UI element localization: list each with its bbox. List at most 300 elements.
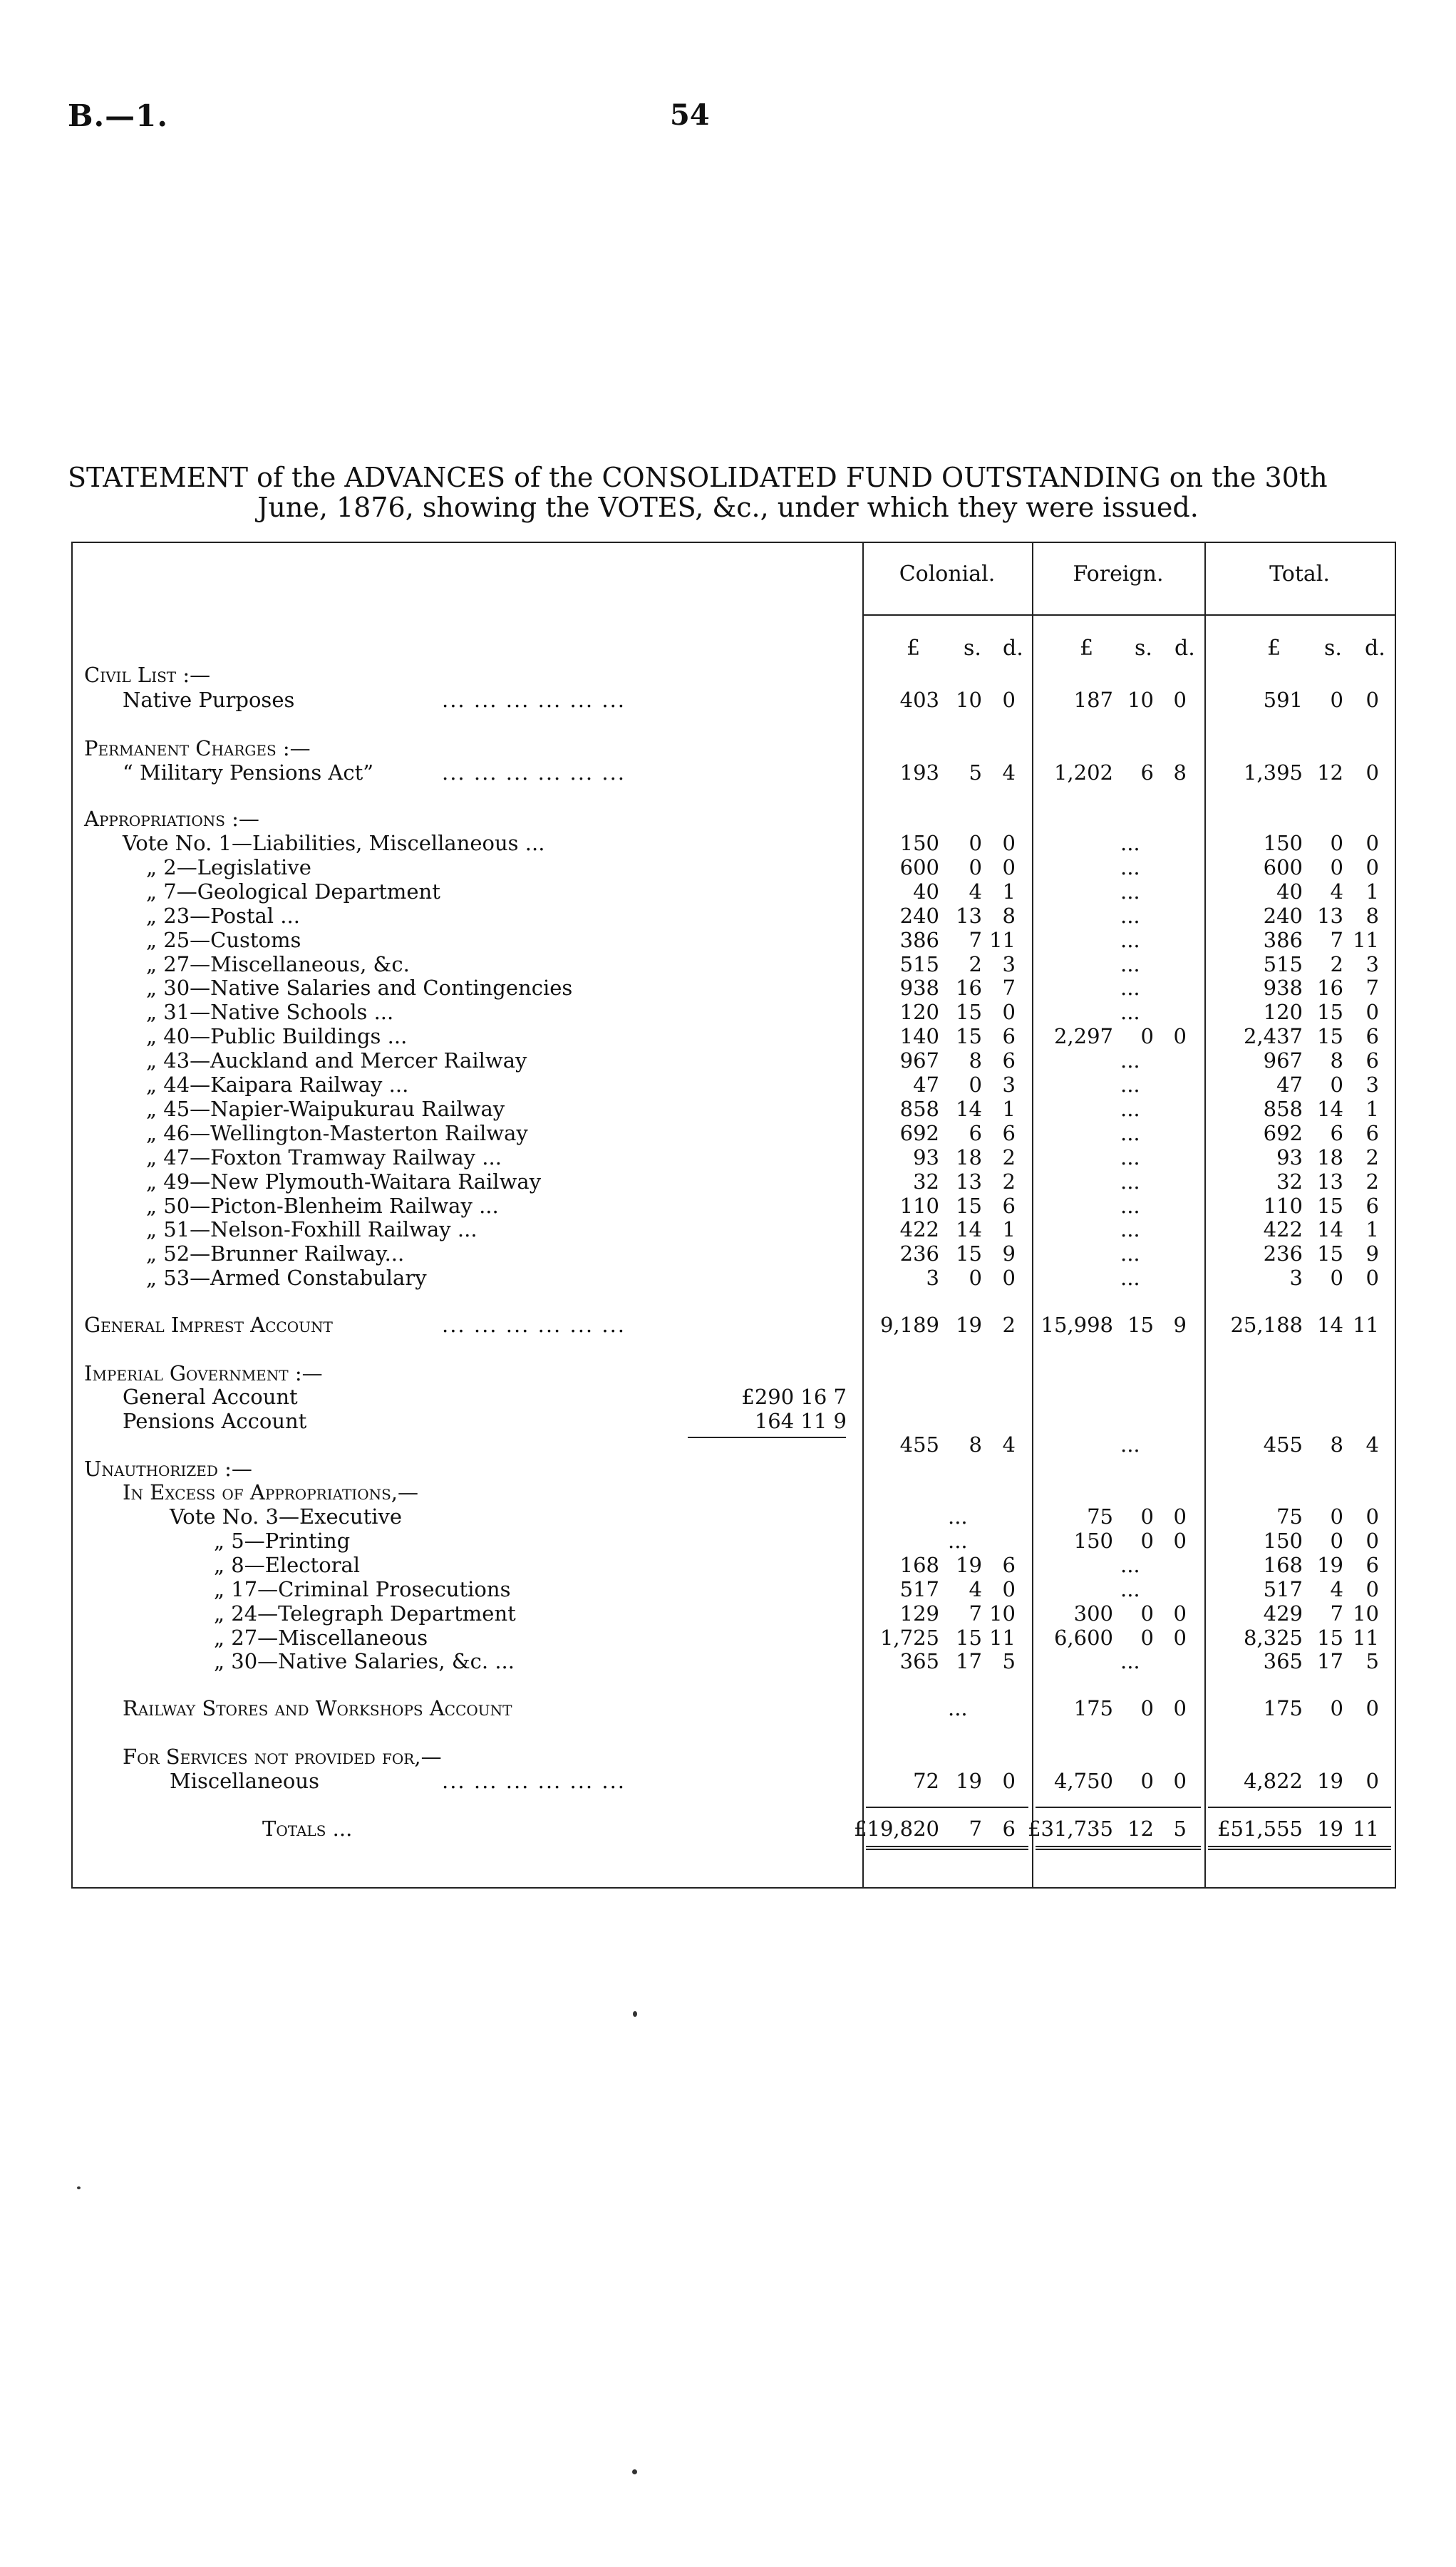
colonial-pence: 4 <box>1002 760 1016 785</box>
colonial-shillings: 14 <box>956 1217 982 1242</box>
colonial-pounds: 240 <box>899 903 939 928</box>
colonial-pence: 2 <box>1002 1313 1016 1337</box>
table-row <box>0 1097 1456 1121</box>
row-label: Pensions Account <box>123 1408 307 1433</box>
total-shillings: 7 <box>1330 927 1343 952</box>
colonial-pence: 0 <box>1002 1000 1016 1025</box>
imperial-amount: £290 16 7 <box>741 1385 847 1409</box>
column-header-foreign: Foreign. <box>1073 562 1164 587</box>
total-pounds: 32 <box>1276 1169 1303 1194</box>
colonial-pounds: 600 <box>899 854 939 879</box>
table-row <box>0 1121 1456 1145</box>
colonial-pence: 9 <box>1002 1241 1016 1266</box>
total-pounds: 4,822 <box>1243 1769 1303 1793</box>
row-label: General Account <box>123 1385 298 1409</box>
foreign-shillings: 0 <box>1140 1528 1154 1553</box>
row-label: „ 23—Postal ... <box>146 903 300 928</box>
foreign-shillings: 0 <box>1140 1024 1154 1049</box>
row-label: Native Purposes <box>123 688 295 712</box>
foreign-empty: ... <box>1120 903 1140 928</box>
colonial-shillings: 19 <box>956 1313 982 1337</box>
colonial-pounds: 858 <box>899 1096 939 1121</box>
section-civil-list <box>0 663 1456 687</box>
colonial-pounds: 72 <box>913 1769 939 1793</box>
colonial-pounds: 1,725 <box>879 1625 939 1650</box>
foreign-pounds: 6,600 <box>1053 1625 1113 1650</box>
colonial-pounds: 9,189 <box>879 1313 939 1337</box>
dot-leader: ... ... ... ... ... ... <box>442 1769 626 1793</box>
colonial-pounds: 365 <box>899 1649 939 1674</box>
total-pence: 6 <box>1365 1024 1379 1049</box>
colonial-pence: 0 <box>1002 1769 1016 1793</box>
row-label: „ 44—Kaipara Railway ... <box>146 1073 409 1097</box>
colonial-shillings: 10 <box>956 688 982 712</box>
total-pounds: 236 <box>1263 1241 1303 1266</box>
colonial-shillings: 15 <box>956 1000 982 1025</box>
table-row <box>0 1601 1456 1626</box>
unit-shilling: s. <box>1135 636 1152 661</box>
table-row <box>0 952 1456 976</box>
unit-pound: £ <box>1267 636 1281 661</box>
colonial-shillings: 2 <box>969 951 982 976</box>
column-header-total: Total. <box>1269 562 1330 587</box>
total-pounds: 8,325 <box>1243 1625 1303 1650</box>
colonial-pence: 10 <box>989 1601 1016 1626</box>
speck-mark <box>633 2011 637 2017</box>
row-label: „ 30—Native Salaries, &c. ... <box>214 1649 515 1674</box>
total-pence: 0 <box>1365 1696 1379 1720</box>
colonial-pence: 3 <box>1002 1073 1016 1097</box>
foreign-empty: ... <box>1120 1000 1140 1025</box>
table-row <box>0 831 1456 855</box>
table-row <box>0 1073 1456 1097</box>
total-shillings: 16 <box>1317 976 1343 1001</box>
total-pence: 2 <box>1365 1169 1379 1194</box>
row-label: „ 50—Picton-Blenheim Railway ... <box>146 1193 499 1218</box>
colonial-pence: 1 <box>1002 1217 1016 1242</box>
foreign-empty: ... <box>1120 1193 1140 1218</box>
colonial-pence: 1 <box>1002 879 1016 904</box>
foreign-shillings: 10 <box>1127 688 1154 712</box>
total-pence: 9 <box>1365 1241 1379 1266</box>
total-pounds: 240 <box>1263 903 1303 928</box>
totals-double-rule-colonial <box>866 1846 1028 1850</box>
total-pence: 1 <box>1365 879 1379 904</box>
row-totals <box>0 1817 1456 1841</box>
colonial-shillings: 4 <box>969 1576 982 1601</box>
colonial-pence: 0 <box>1002 1266 1016 1291</box>
row-label: „ 51—Nelson-Foxhill Railway ... <box>146 1217 477 1242</box>
foreign-pounds: £31,735 <box>1028 1817 1113 1841</box>
imperial-subtotal-rule <box>688 1437 846 1438</box>
document-reference: B.—1. <box>68 98 168 133</box>
colonial-pounds: 692 <box>899 1120 939 1145</box>
total-pence: 0 <box>1365 1576 1379 1601</box>
section-in-excess <box>0 1480 1456 1504</box>
table-row <box>0 928 1456 952</box>
colonial-shillings: 7 <box>969 927 982 952</box>
row-label: „ 52—Brunner Railway... <box>146 1241 405 1266</box>
total-pounds: 967 <box>1263 1048 1303 1073</box>
table-row <box>0 1024 1456 1048</box>
total-pounds: 168 <box>1263 1552 1303 1577</box>
colonial-pounds: 168 <box>899 1552 939 1577</box>
colonial-pence: 6 <box>1002 1817 1016 1841</box>
table-row <box>0 879 1456 904</box>
colonial-shillings: 17 <box>956 1649 982 1674</box>
total-pence: 8 <box>1365 903 1379 928</box>
colonial-shillings: 4 <box>969 879 982 904</box>
foreign-empty: ... <box>1120 1048 1140 1073</box>
colonial-pounds: 110 <box>899 1193 939 1218</box>
total-pence: 10 <box>1353 1601 1379 1626</box>
imperial-item <box>0 1385 1456 1409</box>
total-pence: 4 <box>1365 1432 1379 1457</box>
total-pence: 0 <box>1365 1000 1379 1025</box>
foreign-shillings: 15 <box>1127 1313 1154 1337</box>
colonial-pence: 1 <box>1002 1096 1016 1121</box>
foreign-empty: ... <box>1120 879 1140 904</box>
colonial-pounds: £19,820 <box>854 1817 939 1841</box>
foreign-pence: 0 <box>1173 1024 1187 1049</box>
total-pence: 11 <box>1353 927 1379 952</box>
colonial-pence: 2 <box>1002 1169 1016 1194</box>
colonial-shillings: 7 <box>969 1817 982 1841</box>
total-pounds: 517 <box>1263 1576 1303 1601</box>
total-shillings: 19 <box>1317 1552 1343 1577</box>
total-pence: 0 <box>1365 1266 1379 1291</box>
unit-pence: d. <box>1003 636 1023 661</box>
total-pounds: 150 <box>1263 1528 1303 1553</box>
foreign-empty: ... <box>1120 1145 1140 1169</box>
foreign-pounds: 75 <box>1087 1504 1113 1529</box>
colonial-shillings: 0 <box>969 1073 982 1097</box>
colonial-pounds: 515 <box>899 951 939 976</box>
colonial-pounds: 32 <box>913 1169 939 1194</box>
foreign-pounds: 175 <box>1073 1696 1113 1720</box>
total-pence: 11 <box>1353 1625 1379 1650</box>
table-row <box>0 1577 1456 1601</box>
speck-mark <box>77 2186 81 2189</box>
total-pence: 2 <box>1365 1145 1379 1169</box>
total-pounds: 75 <box>1276 1504 1303 1529</box>
unit-pence: d. <box>1365 636 1385 661</box>
total-shillings: 6 <box>1330 1120 1343 1145</box>
colonial-pounds: 150 <box>899 831 939 855</box>
foreign-empty: ... <box>1120 1096 1140 1121</box>
total-pounds: 40 <box>1276 879 1303 904</box>
colonial-pounds: 517 <box>899 1576 939 1601</box>
table-row <box>0 1266 1456 1290</box>
foreign-pence: 0 <box>1173 1769 1187 1793</box>
foreign-empty: ... <box>1120 854 1140 879</box>
colonial-shillings: 15 <box>956 1241 982 1266</box>
table-row <box>0 1194 1456 1218</box>
table-row <box>0 1145 1456 1169</box>
row-label: „ 5—Printing <box>214 1528 351 1553</box>
row-label: „ 17—Criminal Prosecutions <box>214 1576 511 1601</box>
row-railway-stores <box>0 1696 1456 1720</box>
colonial-pounds: 938 <box>899 976 939 1001</box>
colonial-pence: 2 <box>1002 1145 1016 1169</box>
page-number: 54 <box>670 98 710 132</box>
foreign-empty: ... <box>1120 951 1140 976</box>
foreign-empty: ... <box>1120 1266 1140 1291</box>
table-row <box>0 1529 1456 1553</box>
section-heading: In Excess of Appropriations,— <box>123 1480 419 1504</box>
colonial-pence: 7 <box>1002 976 1016 1001</box>
section-unauthorized <box>0 1457 1456 1481</box>
totals-rule-colonial <box>866 1807 1028 1808</box>
colonial-shillings: 0 <box>969 854 982 879</box>
foreign-pounds: 4,750 <box>1053 1769 1113 1793</box>
colonial-pence: 3 <box>1002 951 1016 976</box>
colonial-shillings: 0 <box>969 1266 982 1291</box>
total-pence: 0 <box>1365 1769 1379 1793</box>
unit-shilling: s. <box>964 636 981 661</box>
colonial-empty: ... <box>948 1696 968 1720</box>
foreign-pence: 8 <box>1173 760 1187 785</box>
statement-title-line-2: June, 1876, showing the VOTES, &c., under which they were issued. <box>257 492 1199 523</box>
foreign-empty: ... <box>1120 1169 1140 1194</box>
foreign-pounds: 2,297 <box>1053 1024 1113 1049</box>
total-pounds: 93 <box>1276 1145 1303 1169</box>
total-shillings: 0 <box>1330 1266 1343 1291</box>
row-label: „ 30—Native Salaries and Contingencies <box>146 976 573 1001</box>
colonial-pounds: 93 <box>913 1145 939 1169</box>
foreign-empty: ... <box>1120 831 1140 855</box>
section-permanent-charges <box>0 736 1456 760</box>
colonial-pounds: 455 <box>899 1432 939 1457</box>
table-row <box>0 1649 1456 1673</box>
foreign-pence: 0 <box>1173 1625 1187 1650</box>
row-label: „ 53—Armed Constabulary <box>146 1266 427 1291</box>
foreign-pence: 0 <box>1173 1528 1187 1553</box>
foreign-empty: ... <box>1120 976 1140 1001</box>
total-pence: 6 <box>1365 1120 1379 1145</box>
statement-title-line-1: STATEMENT of the ADVANCES of the CONSOLIDATED FUND OUTSTANDING on the 30th <box>68 462 1328 493</box>
row-label: „ 49—New Plymouth-Waitara Railway <box>146 1169 542 1194</box>
total-shillings: 14 <box>1317 1096 1343 1121</box>
colonial-empty: ... <box>948 1504 968 1529</box>
row-label: „ 7—Geological Department <box>146 879 440 904</box>
colonial-shillings: 18 <box>956 1145 982 1169</box>
total-pence: 3 <box>1365 1073 1379 1097</box>
total-pence: 6 <box>1365 1552 1379 1577</box>
total-shillings: 15 <box>1317 1024 1343 1049</box>
colonial-pounds: 40 <box>913 879 939 904</box>
foreign-shillings: 0 <box>1140 1504 1154 1529</box>
row-military-pensions <box>0 760 1456 785</box>
total-shillings: 14 <box>1317 1313 1343 1337</box>
colonial-shillings: 16 <box>956 976 982 1001</box>
total-shillings: 15 <box>1317 1241 1343 1266</box>
table-row <box>0 1241 1456 1266</box>
colonial-pounds: 236 <box>899 1241 939 1266</box>
row-label: Miscellaneous <box>170 1769 319 1793</box>
foreign-pounds: 300 <box>1073 1601 1113 1626</box>
total-shillings: 12 <box>1317 760 1343 785</box>
total-pence: 5 <box>1365 1649 1379 1674</box>
total-shillings: 15 <box>1317 1000 1343 1025</box>
total-pounds: 1,395 <box>1243 760 1303 785</box>
table-row <box>0 1504 1456 1529</box>
colonial-shillings: 13 <box>956 1169 982 1194</box>
total-pence: 6 <box>1365 1048 1379 1073</box>
row-label: „ 2—Legislative <box>146 854 311 879</box>
header-rule <box>862 614 1395 616</box>
unit-shilling: s. <box>1324 636 1342 661</box>
row-label: „ 47—Foxton Tramway Railway ... <box>146 1145 502 1169</box>
section-services-not-provided <box>0 1745 1456 1769</box>
total-pounds: 3 <box>1289 1266 1303 1291</box>
row-label: „ 31—Native Schools ... <box>146 1000 394 1025</box>
total-pounds: 938 <box>1263 976 1303 1001</box>
colonial-pence: 0 <box>1002 854 1016 879</box>
foreign-empty: ... <box>1120 1120 1140 1145</box>
section-heading: Appropriations :— <box>84 807 259 831</box>
total-pounds: 692 <box>1263 1120 1303 1145</box>
total-shillings: 15 <box>1317 1193 1343 1218</box>
total-pence: 1 <box>1365 1096 1379 1121</box>
row-native-purposes <box>0 688 1456 712</box>
total-shillings: 19 <box>1317 1769 1343 1793</box>
total-shillings: 0 <box>1330 1073 1343 1097</box>
section-heading: For Services not provided for,— <box>123 1745 442 1769</box>
colonial-pounds: 386 <box>899 927 939 952</box>
total-pence: 11 <box>1353 1817 1379 1841</box>
total-pounds: 25,188 <box>1230 1313 1303 1337</box>
foreign-empty: ... <box>1120 1552 1140 1577</box>
total-pence: 0 <box>1365 854 1379 879</box>
imperial-amount: 164 11 9 <box>754 1408 847 1433</box>
colonial-shillings: 13 <box>956 903 982 928</box>
foreign-empty: ... <box>1120 1432 1140 1457</box>
colonial-pounds: 120 <box>899 1000 939 1025</box>
row-label: Vote No. 3—Executive <box>170 1504 403 1529</box>
foreign-empty: ... <box>1120 1649 1140 1674</box>
colonial-pounds: 422 <box>899 1217 939 1242</box>
colonial-pounds: 193 <box>899 760 939 785</box>
row-general-imprest <box>0 1313 1456 1337</box>
foreign-pence: 0 <box>1173 688 1187 712</box>
total-shillings: 2 <box>1330 951 1343 976</box>
colonial-shillings: 15 <box>956 1625 982 1650</box>
colonial-shillings: 8 <box>969 1048 982 1073</box>
total-shillings: 13 <box>1317 903 1343 928</box>
row-label: „ 25—Customs <box>146 927 301 952</box>
colonial-shillings: 6 <box>969 1120 982 1145</box>
section-heading: Civil List :— <box>84 663 211 687</box>
colonial-shillings: 0 <box>969 831 982 855</box>
colonial-pence: 5 <box>1002 1649 1016 1674</box>
total-pence: 3 <box>1365 951 1379 976</box>
colonial-pence: 6 <box>1002 1193 1016 1218</box>
row-label: „ 46—Wellington-Masterton Railway <box>146 1120 528 1145</box>
row-label: Railway Stores and Workshops Account <box>123 1696 512 1720</box>
total-pence: 0 <box>1365 688 1379 712</box>
total-shillings: 0 <box>1330 1528 1343 1553</box>
total-pounds: 422 <box>1263 1217 1303 1242</box>
section-heading: Permanent Charges :— <box>84 736 311 760</box>
total-pounds: 455 <box>1263 1432 1303 1457</box>
foreign-shillings: 0 <box>1140 1769 1154 1793</box>
foreign-pence: 0 <box>1173 1504 1187 1529</box>
total-shillings: 19 <box>1317 1817 1343 1841</box>
total-shillings: 18 <box>1317 1145 1343 1169</box>
total-pounds: 2,437 <box>1243 1024 1303 1049</box>
total-shillings: 13 <box>1317 1169 1343 1194</box>
colonial-pounds: 3 <box>926 1266 939 1291</box>
row-label: „ 40—Public Buildings ... <box>146 1024 408 1049</box>
colonial-pence: 11 <box>989 927 1016 952</box>
total-pounds: 120 <box>1263 1000 1303 1025</box>
total-pounds: 429 <box>1263 1601 1303 1626</box>
total-pounds: 515 <box>1263 951 1303 976</box>
foreign-pounds: 1,202 <box>1053 760 1113 785</box>
dot-leader: ... ... ... ... ... ... <box>442 1313 626 1337</box>
table-row <box>0 1169 1456 1194</box>
total-pounds: £51,555 <box>1217 1817 1303 1841</box>
colonial-pounds: 140 <box>899 1024 939 1049</box>
total-pence: 1 <box>1365 1217 1379 1242</box>
unit-pound: £ <box>1080 636 1094 661</box>
foreign-pounds: 15,998 <box>1041 1313 1113 1337</box>
totals-rule-foreign <box>1036 1807 1201 1808</box>
row-label: „ 27—Miscellaneous, &c. <box>146 951 410 976</box>
total-pounds: 365 <box>1263 1649 1303 1674</box>
row-label: General Imprest Account <box>84 1313 333 1337</box>
total-pounds: 175 <box>1263 1696 1303 1720</box>
total-shillings: 7 <box>1330 1601 1343 1626</box>
colonial-pence: 6 <box>1002 1120 1016 1145</box>
dot-leader: ... ... ... ... ... ... <box>442 688 626 712</box>
colonial-shillings: 15 <box>956 1193 982 1218</box>
speck-mark <box>632 2469 637 2474</box>
table-row <box>0 1000 1456 1024</box>
total-shillings: 0 <box>1330 1504 1343 1529</box>
total-shillings: 8 <box>1330 1432 1343 1457</box>
colonial-pence: 0 <box>1002 831 1016 855</box>
table-row <box>0 1626 1456 1650</box>
foreign-pounds: 150 <box>1073 1528 1113 1553</box>
total-shillings: 0 <box>1330 831 1343 855</box>
colonial-pence: 6 <box>1002 1024 1016 1049</box>
row-label: Vote No. 1—Liabilities, Miscellaneous ... <box>123 831 545 855</box>
row-misc-services <box>0 1769 1456 1793</box>
table-row <box>0 904 1456 928</box>
foreign-shillings: 6 <box>1140 760 1154 785</box>
colonial-pence: 6 <box>1002 1048 1016 1073</box>
section-imperial-government <box>0 1361 1456 1385</box>
foreign-empty: ... <box>1120 927 1140 952</box>
foreign-shillings: 0 <box>1140 1601 1154 1626</box>
colonial-shillings: 8 <box>969 1432 982 1457</box>
colonial-pounds: 967 <box>899 1048 939 1073</box>
totals-double-rule-foreign <box>1036 1846 1201 1850</box>
total-pounds: 858 <box>1263 1096 1303 1121</box>
foreign-pounds: 187 <box>1073 688 1113 712</box>
colonial-pounds: 47 <box>913 1073 939 1097</box>
colonial-shillings: 19 <box>956 1769 982 1793</box>
totals-double-rule-total <box>1208 1846 1391 1850</box>
total-pence: 0 <box>1365 760 1379 785</box>
total-shillings: 0 <box>1330 854 1343 879</box>
colonial-pence: 0 <box>1002 688 1016 712</box>
colonial-pounds: 403 <box>899 688 939 712</box>
colonial-pence: 6 <box>1002 1552 1016 1577</box>
total-pounds: 386 <box>1263 927 1303 952</box>
